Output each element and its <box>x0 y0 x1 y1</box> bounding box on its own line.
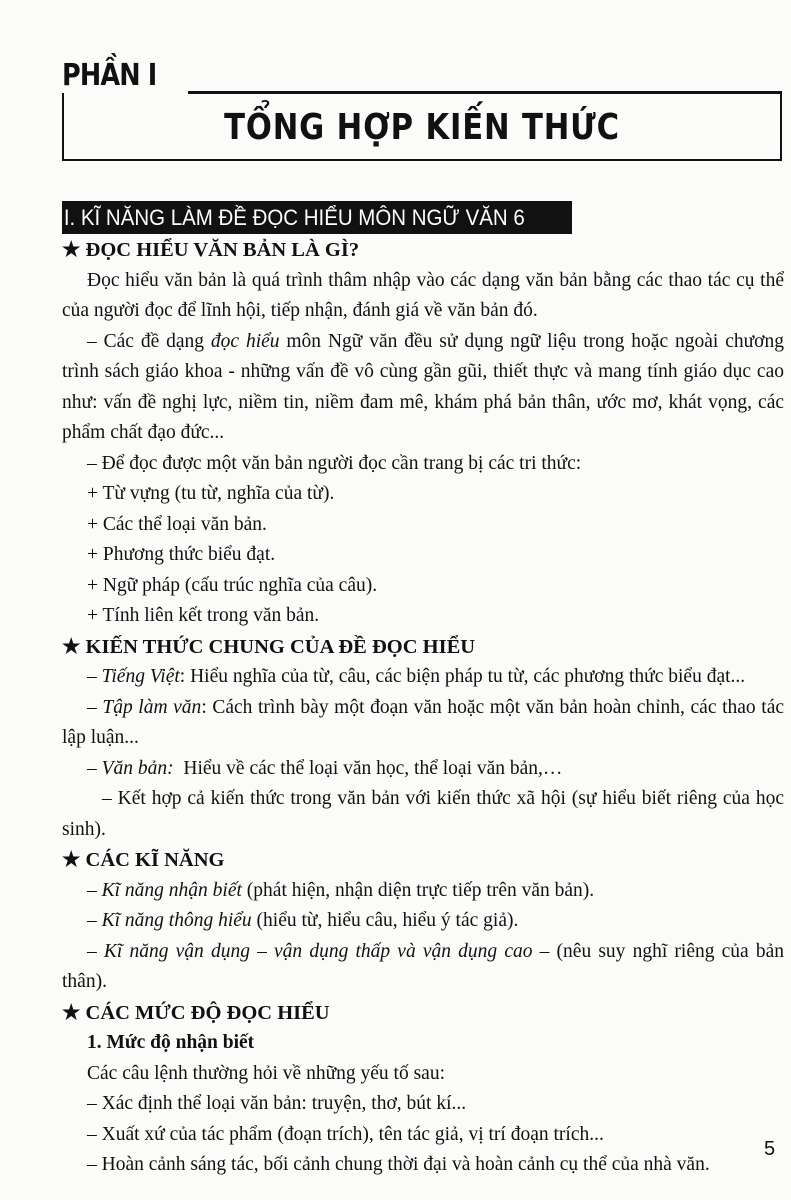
list-item: + Phương thức biểu đạt. <box>87 544 276 565</box>
text: : Cách trình bày một đoạn văn hoặc một văn bản hoàn chỉnh, các thao tác lập luận... <box>62 696 784 748</box>
list-item: + Các thể loại văn bản. <box>87 513 267 535</box>
list-item: – Xác định thể loại văn bản: truyện, thơ, bút kí... <box>87 1093 467 1114</box>
page-number: 5 <box>764 1138 776 1160</box>
part-title: TỔNG HỢP KIẾN THỨC <box>224 107 620 148</box>
text: (hiểu từ, hiểu câu, hiểu ý tác giả). <box>251 910 519 931</box>
paragraph <box>62 906 784 937</box>
paragraph: Đọc hiểu văn bản là quá trình thâm nhập vào các dạng văn bản bằng các thao tác cụ thể của người đọc để lĩnh hội, tiếp nhận, đánh giá về văn bản đó. <box>62 269 784 321</box>
section-banner <box>62 201 572 234</box>
part-label: PHẦN I <box>62 58 157 93</box>
text-italic: – Kĩ năng nhận biết <box>87 879 242 901</box>
text-italic: – Kĩ năng thông hiểu <box>87 910 252 931</box>
body-text <box>62 235 784 1181</box>
star-icon: ★ <box>62 849 81 871</box>
list-item: + Tính liên kết trong văn bản. <box>87 605 320 626</box>
text-italic: – Tập làm văn <box>87 696 202 718</box>
heading-general-knowledge <box>62 632 784 663</box>
heading-what-is-reading <box>62 235 784 266</box>
list-item: – Hoàn cảnh sáng tác, bối cảnh chung thời đại và hoàn cảnh cụ thể của nhà văn. <box>87 1154 710 1175</box>
paragraph <box>62 937 784 998</box>
part-title-box <box>62 93 782 161</box>
heading-text: ĐỌC HIỂU VĂN BẢN LÀ GÌ? <box>85 239 360 261</box>
subheading: 1. Mức độ nhận biết <box>87 1032 255 1053</box>
text: : Hiểu nghĩa của từ, câu, các biện pháp tu từ, các phương thức biểu đạt... <box>179 666 746 687</box>
heading-skills <box>62 845 784 876</box>
list-item: + Từ vựng (tu từ, nghĩa của từ). <box>87 483 335 504</box>
paragraph <box>62 327 784 449</box>
text: môn Ngữ văn đều sử dụng ngữ liệu trong hoặc ngoài chương trình sách giáo khoa - những vấn đề vô cùng gần gũi, thiết thực và mang tính giáo dục cao như: vấn đề nghị lực, niềm tin, niềm đam mê, khám phá bản thân, ước mơ, khát vọng, các phẩm chất đạo đức... <box>62 330 784 443</box>
heading-reading-levels <box>62 998 784 1029</box>
paragraph <box>62 754 784 785</box>
section-banner-text: I. KĨ NĂNG LÀM ĐỀ ĐỌC HIỂU MÔN NGỮ VĂN 6 <box>63 205 525 230</box>
text: – Các đề dạng <box>87 330 211 352</box>
heading-text: CÁC MỨC ĐỘ ĐỌC HIỂU <box>85 1001 330 1024</box>
list-item: – Xuất xứ của tác phẩm (đoạn trích), tên tác giả, vị trí đoạn trích... <box>87 1123 604 1145</box>
paragraph <box>62 693 784 754</box>
paragraph <box>62 662 784 693</box>
heading-text: CÁC KĨ NĂNG <box>85 849 225 871</box>
star-icon: ★ <box>62 1001 81 1024</box>
star-icon: ★ <box>62 239 81 261</box>
text: Hiểu về các thể loại văn học, thể loại văn bản,… <box>173 757 563 779</box>
paragraph <box>62 876 784 907</box>
star-icon: ★ <box>62 635 81 658</box>
text-italic: – Kĩ năng vận dụng – vận dụng thấp và vận dụng cao – <box>87 940 550 962</box>
heading-text: KIẾN THỨC CHUNG CỦA ĐỀ ĐỌC HIỂU <box>85 635 476 658</box>
paragraph: – Kết hợp cả kiến thức trong văn bản với kiến thức xã hội (sự hiểu biết riêng của học sinh). <box>62 788 784 840</box>
paragraph: Các câu lệnh thường hỏi về những yếu tố sau: <box>87 1062 445 1084</box>
list-item: + Ngữ pháp (cấu trúc nghĩa của câu). <box>87 574 378 596</box>
text: (nêu suy nghĩ riêng của bản thân). <box>62 940 785 992</box>
text-italic: – Tiếng Việt <box>87 666 180 687</box>
text-italic: – Văn bản: <box>87 757 174 779</box>
text-italic: đọc hiểu <box>210 330 280 352</box>
paragraph: – Để đọc được một văn bản người đọc cần trang bị các tri thức: <box>87 452 582 474</box>
text: (phát hiện, nhận diện trực tiếp trên văn bản). <box>241 879 595 901</box>
